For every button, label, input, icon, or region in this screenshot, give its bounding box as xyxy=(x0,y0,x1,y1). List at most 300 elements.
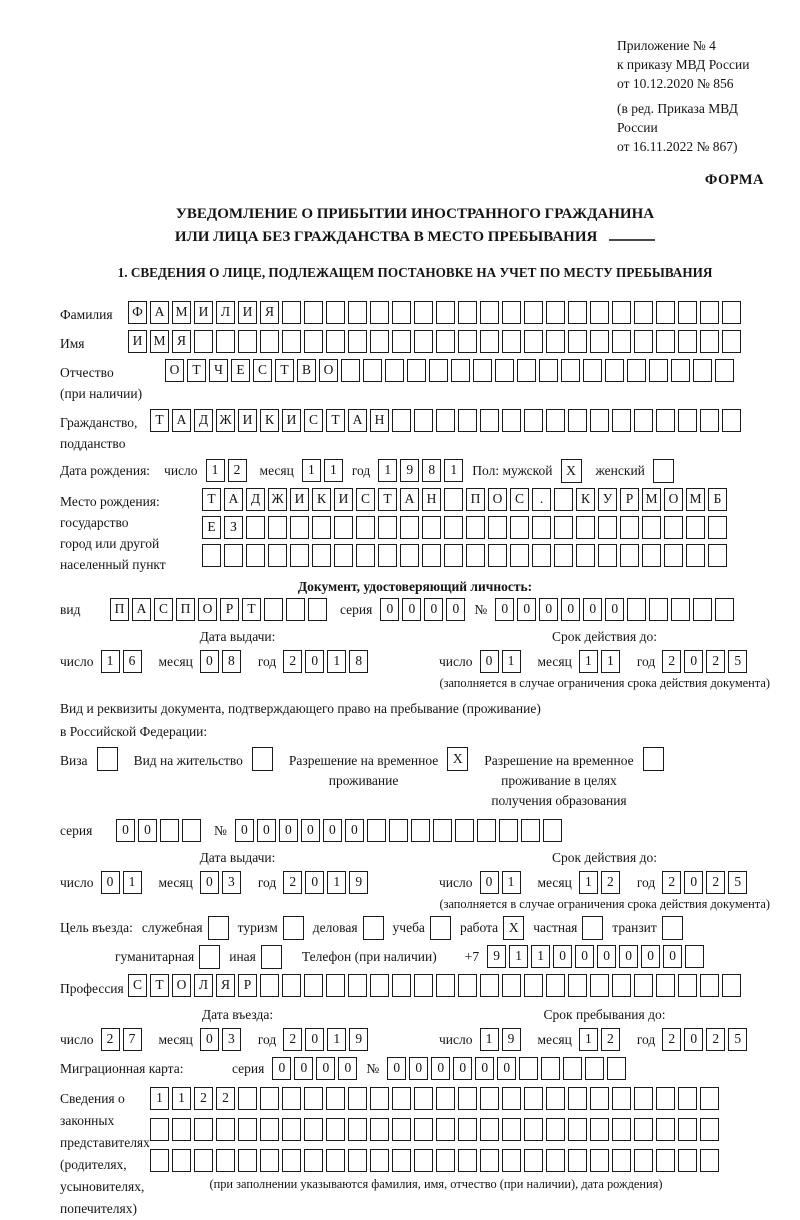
char-box[interactable] xyxy=(678,330,697,353)
char-box[interactable]: 1 xyxy=(579,871,598,894)
char-box[interactable]: 0 xyxy=(684,650,703,673)
char-box[interactable] xyxy=(282,974,301,997)
char-box[interactable] xyxy=(392,330,411,353)
rvp-checkbox[interactable] xyxy=(447,747,468,771)
char-box[interactable]: И xyxy=(238,409,257,432)
char-box[interactable] xyxy=(605,359,624,382)
char-box[interactable] xyxy=(282,1087,301,1110)
char-box[interactable] xyxy=(656,301,675,324)
char-box[interactable] xyxy=(568,1118,587,1141)
char-box[interactable] xyxy=(656,1149,675,1172)
char-box[interactable] xyxy=(700,1149,719,1172)
char-box[interactable] xyxy=(304,330,323,353)
char-box[interactable] xyxy=(238,1149,257,1172)
char-box[interactable] xyxy=(304,1087,323,1110)
char-box[interactable]: 9 xyxy=(502,1028,521,1051)
char-box[interactable]: И xyxy=(194,301,213,324)
char-box[interactable]: Ч xyxy=(209,359,228,382)
char-box[interactable] xyxy=(414,1118,433,1141)
char-box[interactable] xyxy=(519,1057,538,1080)
char-box[interactable] xyxy=(260,330,279,353)
char-box[interactable]: О xyxy=(198,598,217,621)
char-box[interactable] xyxy=(348,301,367,324)
char-box[interactable]: 1 xyxy=(123,871,142,894)
char-box[interactable] xyxy=(458,409,477,432)
char-box[interactable]: Т xyxy=(150,409,169,432)
char-box[interactable] xyxy=(422,516,441,539)
char-box[interactable] xyxy=(182,819,201,842)
char-box[interactable] xyxy=(590,330,609,353)
char-box[interactable] xyxy=(367,819,386,842)
char-box[interactable] xyxy=(268,516,287,539)
char-box[interactable]: 9 xyxy=(400,459,419,482)
char-box[interactable] xyxy=(612,1118,631,1141)
char-box[interactable] xyxy=(407,359,426,382)
char-box[interactable] xyxy=(643,747,664,771)
char-box[interactable] xyxy=(722,974,741,997)
char-box[interactable] xyxy=(194,1118,213,1141)
char-box[interactable] xyxy=(590,301,609,324)
char-box[interactable]: 7 xyxy=(123,1028,142,1051)
char-box[interactable] xyxy=(678,1149,697,1172)
char-box[interactable] xyxy=(392,974,411,997)
char-box[interactable] xyxy=(444,544,463,567)
char-box[interactable]: 0 xyxy=(480,650,499,673)
char-box[interactable] xyxy=(502,409,521,432)
char-box[interactable]: 2 xyxy=(601,871,620,894)
char-box[interactable] xyxy=(678,1087,697,1110)
char-box[interactable]: 0 xyxy=(583,598,602,621)
char-box[interactable] xyxy=(260,1149,279,1172)
char-box[interactable] xyxy=(238,1087,257,1110)
char-box[interactable] xyxy=(612,301,631,324)
char-box[interactable]: 1 xyxy=(378,459,397,482)
char-box[interactable] xyxy=(607,1057,626,1080)
purpose-study-checkbox[interactable] xyxy=(430,916,451,940)
char-box[interactable]: 0 xyxy=(475,1057,494,1080)
char-box[interactable] xyxy=(510,544,529,567)
char-box[interactable] xyxy=(480,301,499,324)
char-box[interactable] xyxy=(546,1087,565,1110)
char-box[interactable] xyxy=(656,1118,675,1141)
char-box[interactable] xyxy=(414,1087,433,1110)
char-box[interactable]: П xyxy=(176,598,195,621)
char-box[interactable] xyxy=(678,974,697,997)
char-box[interactable] xyxy=(436,409,455,432)
char-box[interactable] xyxy=(722,330,741,353)
char-box[interactable] xyxy=(649,598,668,621)
char-box[interactable] xyxy=(598,544,617,567)
char-box[interactable]: А xyxy=(132,598,151,621)
char-box[interactable] xyxy=(664,516,683,539)
char-box[interactable]: К xyxy=(312,488,331,511)
char-box[interactable] xyxy=(590,1087,609,1110)
char-box[interactable]: 0 xyxy=(305,1028,324,1051)
char-box[interactable]: Б xyxy=(708,488,727,511)
char-box[interactable] xyxy=(304,974,323,997)
char-box[interactable] xyxy=(568,1149,587,1172)
char-box[interactable]: А xyxy=(150,301,169,324)
char-box[interactable] xyxy=(326,974,345,997)
char-box[interactable]: 2 xyxy=(283,871,302,894)
char-box[interactable] xyxy=(693,598,712,621)
char-box[interactable]: М xyxy=(150,330,169,353)
char-box[interactable] xyxy=(385,359,404,382)
char-box[interactable] xyxy=(612,1149,631,1172)
char-box[interactable] xyxy=(715,359,734,382)
char-box[interactable] xyxy=(539,359,558,382)
char-box[interactable]: 2 xyxy=(706,871,725,894)
char-box[interactable]: А xyxy=(348,409,367,432)
char-box[interactable]: 6 xyxy=(123,650,142,673)
char-box[interactable] xyxy=(642,544,661,567)
char-box[interactable]: 0 xyxy=(424,598,443,621)
char-box[interactable] xyxy=(194,330,213,353)
char-box[interactable] xyxy=(568,974,587,997)
char-box[interactable]: 0 xyxy=(138,819,157,842)
char-box[interactable]: 0 xyxy=(663,945,682,968)
char-box[interactable] xyxy=(480,409,499,432)
char-box[interactable] xyxy=(590,1118,609,1141)
char-box[interactable]: С xyxy=(154,598,173,621)
char-box[interactable] xyxy=(700,330,719,353)
char-box[interactable] xyxy=(524,974,543,997)
char-box[interactable] xyxy=(524,1149,543,1172)
char-box[interactable] xyxy=(389,819,408,842)
char-box[interactable] xyxy=(693,359,712,382)
char-box[interactable] xyxy=(224,544,243,567)
char-box[interactable]: С xyxy=(304,409,323,432)
char-box[interactable]: 1 xyxy=(502,871,521,894)
char-box[interactable]: 0 xyxy=(345,819,364,842)
char-box[interactable] xyxy=(664,544,683,567)
char-box[interactable] xyxy=(662,916,683,940)
sex-female-checkbox[interactable] xyxy=(653,459,674,483)
char-box[interactable]: О xyxy=(172,974,191,997)
char-box[interactable] xyxy=(436,1087,455,1110)
char-box[interactable] xyxy=(524,409,543,432)
char-box[interactable]: 1 xyxy=(302,459,321,482)
visa-checkbox[interactable] xyxy=(97,747,118,771)
char-box[interactable] xyxy=(627,598,646,621)
char-box[interactable] xyxy=(532,516,551,539)
char-box[interactable] xyxy=(510,516,529,539)
char-box[interactable] xyxy=(678,409,697,432)
char-box[interactable]: Р xyxy=(620,488,639,511)
char-box[interactable] xyxy=(686,544,705,567)
char-box[interactable] xyxy=(685,945,704,968)
char-box[interactable]: Т xyxy=(326,409,345,432)
char-box[interactable]: X xyxy=(561,459,582,483)
char-box[interactable]: 0 xyxy=(301,819,320,842)
char-box[interactable] xyxy=(620,516,639,539)
char-box[interactable] xyxy=(238,1118,257,1141)
char-box[interactable] xyxy=(392,1118,411,1141)
char-box[interactable]: М xyxy=(686,488,705,511)
char-box[interactable] xyxy=(286,598,305,621)
char-box[interactable]: И xyxy=(290,488,309,511)
char-box[interactable]: Т xyxy=(187,359,206,382)
char-box[interactable]: Д xyxy=(246,488,265,511)
char-box[interactable]: И xyxy=(282,409,301,432)
char-box[interactable] xyxy=(150,1118,169,1141)
char-box[interactable] xyxy=(502,330,521,353)
char-box[interactable] xyxy=(502,1118,521,1141)
char-box[interactable] xyxy=(194,1149,213,1172)
char-box[interactable]: 0 xyxy=(497,1057,516,1080)
char-box[interactable] xyxy=(348,1149,367,1172)
char-box[interactable]: 0 xyxy=(338,1057,357,1080)
char-box[interactable] xyxy=(561,359,580,382)
char-box[interactable]: 0 xyxy=(323,819,342,842)
char-box[interactable]: Я xyxy=(216,974,235,997)
char-box[interactable]: 0 xyxy=(116,819,135,842)
char-box[interactable]: 2 xyxy=(662,650,681,673)
char-box[interactable]: 0 xyxy=(272,1057,291,1080)
char-box[interactable] xyxy=(150,1149,169,1172)
char-box[interactable] xyxy=(433,819,452,842)
char-box[interactable] xyxy=(429,359,448,382)
char-box[interactable]: П xyxy=(110,598,129,621)
char-box[interactable] xyxy=(502,301,521,324)
char-box[interactable]: С xyxy=(253,359,272,382)
char-box[interactable] xyxy=(392,1087,411,1110)
char-box[interactable]: 0 xyxy=(480,871,499,894)
char-box[interactable] xyxy=(708,544,727,567)
purpose-business-checkbox[interactable] xyxy=(363,916,384,940)
char-box[interactable] xyxy=(341,359,360,382)
char-box[interactable] xyxy=(521,819,540,842)
char-box[interactable] xyxy=(356,516,375,539)
char-box[interactable]: 3 xyxy=(222,871,241,894)
char-box[interactable] xyxy=(686,516,705,539)
char-box[interactable] xyxy=(304,1149,323,1172)
char-box[interactable] xyxy=(436,1149,455,1172)
char-box[interactable] xyxy=(458,301,477,324)
char-box[interactable]: 2 xyxy=(662,871,681,894)
purpose-work-checkbox[interactable] xyxy=(503,916,524,940)
char-box[interactable]: 1 xyxy=(444,459,463,482)
char-box[interactable]: 0 xyxy=(409,1057,428,1080)
char-box[interactable] xyxy=(722,409,741,432)
char-box[interactable] xyxy=(334,516,353,539)
char-box[interactable] xyxy=(260,974,279,997)
char-box[interactable]: А xyxy=(400,488,419,511)
char-box[interactable] xyxy=(598,516,617,539)
char-box[interactable] xyxy=(290,516,309,539)
char-box[interactable] xyxy=(458,330,477,353)
char-box[interactable] xyxy=(199,945,220,969)
char-box[interactable]: 0 xyxy=(235,819,254,842)
char-box[interactable] xyxy=(392,1149,411,1172)
char-box[interactable] xyxy=(612,330,631,353)
char-box[interactable] xyxy=(583,359,602,382)
char-box[interactable]: О xyxy=(319,359,338,382)
char-box[interactable]: С xyxy=(128,974,147,997)
char-box[interactable] xyxy=(348,330,367,353)
char-box[interactable] xyxy=(700,1118,719,1141)
char-box[interactable] xyxy=(304,301,323,324)
char-box[interactable] xyxy=(480,1118,499,1141)
char-box[interactable]: 1 xyxy=(172,1087,191,1110)
purpose-humanitarian-checkbox[interactable] xyxy=(199,945,220,969)
char-box[interactable] xyxy=(370,1118,389,1141)
char-box[interactable] xyxy=(585,1057,604,1080)
char-box[interactable] xyxy=(524,1087,543,1110)
char-box[interactable] xyxy=(642,516,661,539)
char-box[interactable]: С xyxy=(510,488,529,511)
char-box[interactable]: Р xyxy=(238,974,257,997)
char-box[interactable] xyxy=(422,544,441,567)
char-box[interactable]: А xyxy=(172,409,191,432)
char-box[interactable]: 0 xyxy=(279,819,298,842)
char-box[interactable]: О xyxy=(165,359,184,382)
residence-permit-checkbox[interactable] xyxy=(252,747,273,771)
char-box[interactable] xyxy=(576,544,595,567)
char-box[interactable]: 9 xyxy=(487,945,506,968)
char-box[interactable]: Е xyxy=(202,516,221,539)
char-box[interactable]: 0 xyxy=(553,945,572,968)
char-box[interactable] xyxy=(363,359,382,382)
char-box[interactable] xyxy=(312,516,331,539)
char-box[interactable]: Я xyxy=(172,330,191,353)
char-box[interactable]: З xyxy=(224,516,243,539)
char-box[interactable]: Т xyxy=(275,359,294,382)
purpose-transit-checkbox[interactable] xyxy=(662,916,683,940)
char-box[interactable] xyxy=(444,488,463,511)
char-box[interactable]: И xyxy=(128,330,147,353)
char-box[interactable] xyxy=(444,516,463,539)
char-box[interactable] xyxy=(517,359,536,382)
char-box[interactable] xyxy=(546,409,565,432)
char-box[interactable] xyxy=(502,1087,521,1110)
char-box[interactable]: 2 xyxy=(706,1028,725,1051)
char-box[interactable] xyxy=(700,1087,719,1110)
char-box[interactable] xyxy=(308,598,327,621)
char-box[interactable] xyxy=(172,1118,191,1141)
char-box[interactable] xyxy=(612,974,631,997)
char-box[interactable]: В xyxy=(297,359,316,382)
char-box[interactable] xyxy=(612,1087,631,1110)
char-box[interactable]: Л xyxy=(216,301,235,324)
char-box[interactable] xyxy=(282,1149,301,1172)
char-box[interactable] xyxy=(678,301,697,324)
char-box[interactable]: 0 xyxy=(641,945,660,968)
char-box[interactable] xyxy=(678,1118,697,1141)
char-box[interactable] xyxy=(634,1149,653,1172)
char-box[interactable] xyxy=(466,544,485,567)
char-box[interactable]: У xyxy=(598,488,617,511)
char-box[interactable]: Д xyxy=(194,409,213,432)
char-box[interactable] xyxy=(627,359,646,382)
char-box[interactable]: 8 xyxy=(422,459,441,482)
char-box[interactable] xyxy=(378,544,397,567)
char-box[interactable]: 0 xyxy=(431,1057,450,1080)
char-box[interactable]: И xyxy=(334,488,353,511)
char-box[interactable] xyxy=(634,1087,653,1110)
char-box[interactable] xyxy=(546,330,565,353)
char-box[interactable] xyxy=(97,747,118,771)
char-box[interactable] xyxy=(722,301,741,324)
char-box[interactable]: С xyxy=(356,488,375,511)
char-box[interactable]: 9 xyxy=(349,871,368,894)
char-box[interactable]: 0 xyxy=(305,650,324,673)
char-box[interactable]: 0 xyxy=(200,871,219,894)
char-box[interactable]: 3 xyxy=(222,1028,241,1051)
char-box[interactable]: К xyxy=(260,409,279,432)
char-box[interactable]: 5 xyxy=(728,650,747,673)
char-box[interactable] xyxy=(582,916,603,940)
char-box[interactable] xyxy=(436,1118,455,1141)
char-box[interactable]: 2 xyxy=(601,1028,620,1051)
char-box[interactable]: 0 xyxy=(294,1057,313,1080)
char-box[interactable]: 8 xyxy=(222,650,241,673)
char-box[interactable]: 2 xyxy=(283,650,302,673)
char-box[interactable] xyxy=(546,301,565,324)
char-box[interactable] xyxy=(480,974,499,997)
char-box[interactable]: Р xyxy=(220,598,239,621)
char-box[interactable] xyxy=(370,330,389,353)
char-box[interactable] xyxy=(477,819,496,842)
char-box[interactable]: X xyxy=(447,747,468,771)
char-box[interactable] xyxy=(370,974,389,997)
char-box[interactable] xyxy=(554,488,573,511)
char-box[interactable] xyxy=(370,1087,389,1110)
char-box[interactable] xyxy=(499,819,518,842)
char-box[interactable] xyxy=(554,516,573,539)
char-box[interactable] xyxy=(700,409,719,432)
char-box[interactable]: 0 xyxy=(575,945,594,968)
char-box[interactable] xyxy=(458,1149,477,1172)
char-box[interactable]: 0 xyxy=(597,945,616,968)
char-box[interactable] xyxy=(524,1118,543,1141)
char-box[interactable] xyxy=(700,301,719,324)
char-box[interactable] xyxy=(436,974,455,997)
char-box[interactable] xyxy=(546,1118,565,1141)
char-box[interactable] xyxy=(392,409,411,432)
char-box[interactable] xyxy=(216,1149,235,1172)
char-box[interactable]: 1 xyxy=(206,459,225,482)
char-box[interactable] xyxy=(458,974,477,997)
purpose-other-checkbox[interactable] xyxy=(261,945,282,969)
char-box[interactable] xyxy=(414,409,433,432)
char-box[interactable] xyxy=(348,974,367,997)
char-box[interactable]: Т xyxy=(378,488,397,511)
char-box[interactable] xyxy=(541,1057,560,1080)
char-box[interactable] xyxy=(252,747,273,771)
char-box[interactable]: Ж xyxy=(216,409,235,432)
char-box[interactable] xyxy=(378,516,397,539)
char-box[interactable] xyxy=(363,916,384,940)
char-box[interactable] xyxy=(502,1149,521,1172)
char-box[interactable] xyxy=(590,1149,609,1172)
char-box[interactable]: 5 xyxy=(728,871,747,894)
char-box[interactable] xyxy=(612,409,631,432)
char-box[interactable] xyxy=(546,974,565,997)
purpose-private-checkbox[interactable] xyxy=(582,916,603,940)
char-box[interactable] xyxy=(576,516,595,539)
char-box[interactable] xyxy=(590,409,609,432)
char-box[interactable]: 1 xyxy=(531,945,550,968)
char-box[interactable]: 1 xyxy=(601,650,620,673)
char-box[interactable]: 1 xyxy=(327,871,346,894)
char-box[interactable] xyxy=(260,1087,279,1110)
char-box[interactable]: 9 xyxy=(349,1028,368,1051)
char-box[interactable]: 1 xyxy=(101,650,120,673)
char-box[interactable] xyxy=(568,409,587,432)
char-box[interactable] xyxy=(326,1087,345,1110)
char-box[interactable] xyxy=(466,516,485,539)
